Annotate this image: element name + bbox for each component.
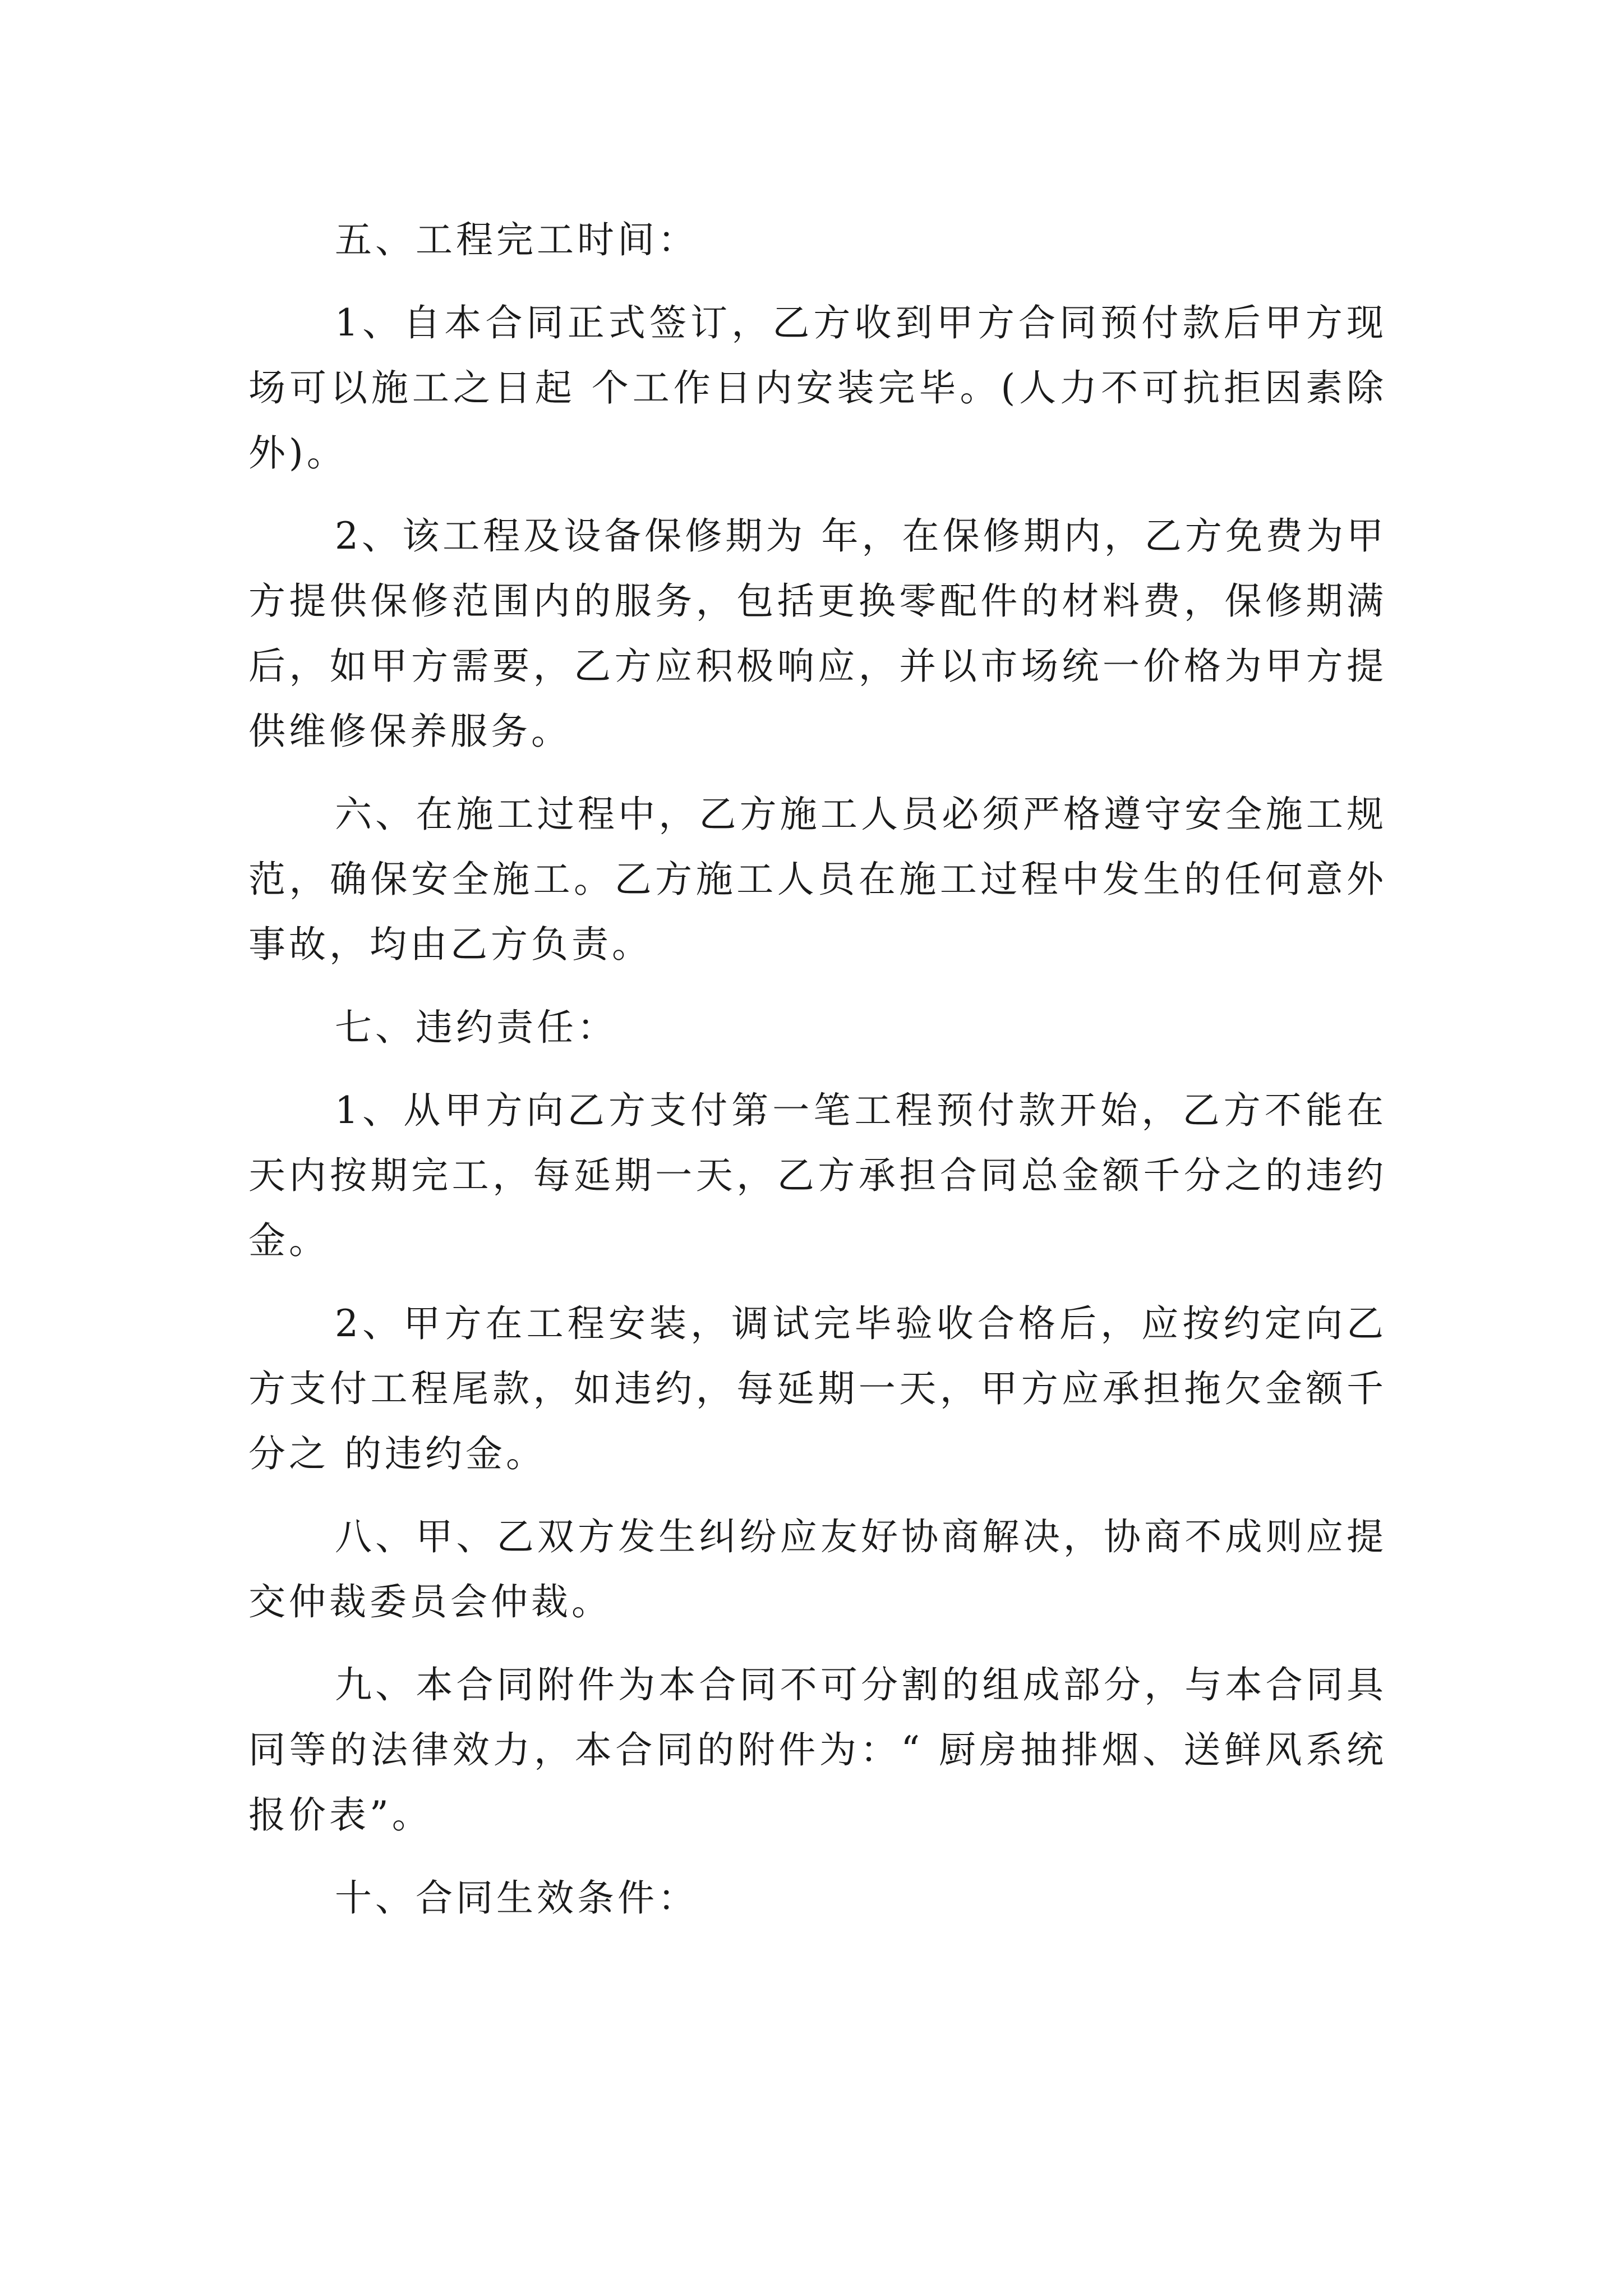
section-10-heading: 十、合同生效条件：	[335, 1876, 698, 1920]
section-5-heading: 五、工程完工时间：	[335, 218, 698, 261]
section-5-clause-2: 2、该工程及设备保修期为 年，在保修期内，乙方免费为甲方提供保修范围内的服务，包括更换零配件的材料费，保修期满后，如甲方需要，乙方应积极响应，并以市场统一价格为甲方提供维修保养服务。	[248, 514, 1387, 753]
section-8-paragraph: 八、甲、乙双方发生纠纷应友好协商解决，协商不成则应提交仲裁委员会仲裁。	[248, 1515, 1387, 1623]
document-page	[248, 208, 1387, 1931]
section-7-clause-2: 2、甲方在工程安装，调试完毕验收合格后，应按约定向乙方支付工程尾款，如违约，每延期一天，甲方应承担拖欠金额千分之 的违约金。	[248, 1302, 1387, 1475]
section-9-paragraph: 九、本合同附件为本合同不可分割的组成部分，与本合同具同等的法律效力，本合同的附件为：“ 厨房抽排烟、送鲜风系统报价表”。	[248, 1663, 1387, 1837]
section-7-heading: 七、违约责任：	[335, 1006, 617, 1049]
section-5-clause-1: 1、自本合同正式签订，乙方收到甲方合同预付款后甲方现场可以施工之日起 个工作日内安装完毕。(人力不可抗拒因素除外)。	[248, 301, 1387, 475]
section-7-clause-1: 1、从甲方向乙方支付第一笔工程预付款开始，乙方不能在天内按期完工，每延期一天，乙方承担合同总金额千分之的违约金。	[248, 1089, 1387, 1262]
section-6-paragraph: 六、在施工过程中，乙方施工人员必须严格遵守安全施工规范，确保安全施工。乙方施工人员在施工过程中发生的任何意外事故，均由乙方负责。	[248, 793, 1387, 966]
